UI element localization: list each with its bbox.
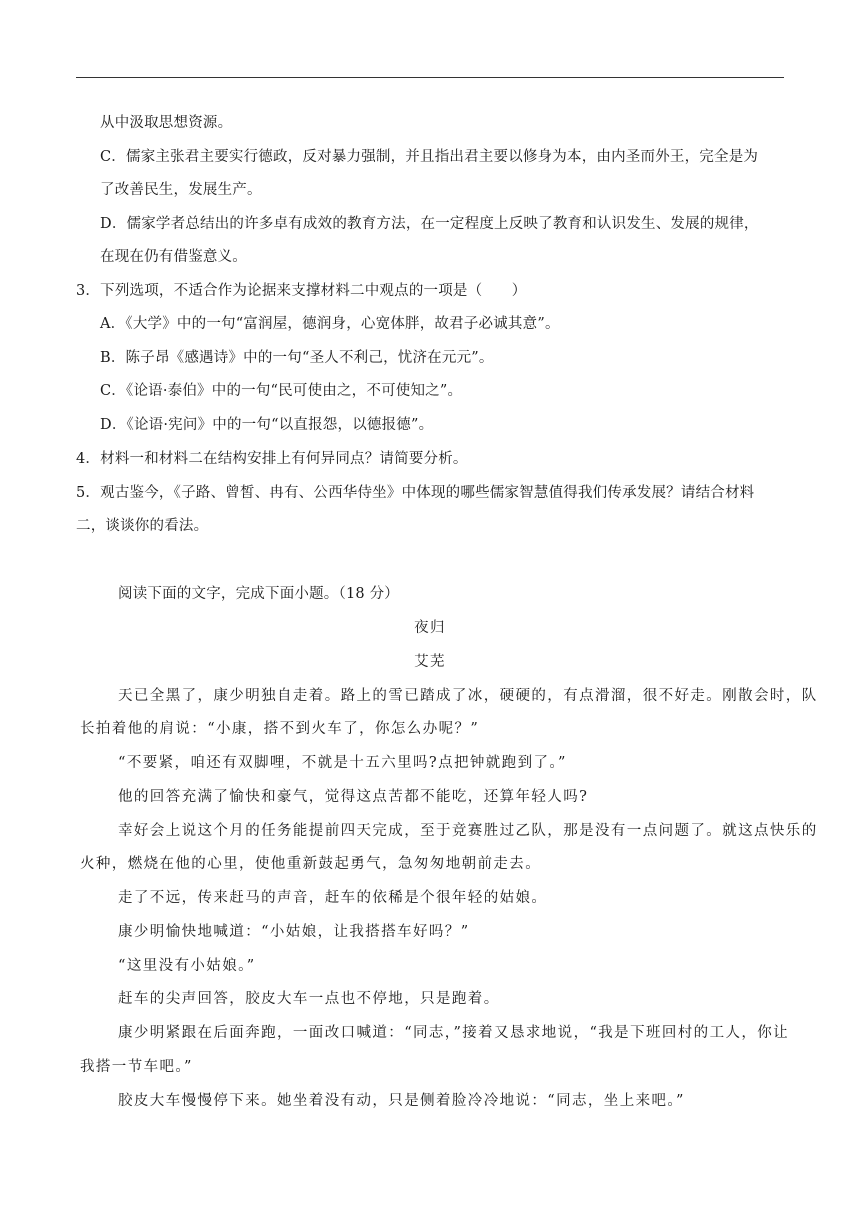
story-paragraph: 幸好会上说这个月的任务能提前四天完成，至于竞赛胜过乙队，那是没有一点问题了。就这点快乐的 [118, 823, 818, 839]
q3-option-a: A．《大学》中的一句“富润屋，德润身，心宽体胖，故君子必诚其意”。 [100, 316, 560, 332]
option-c-continuation: 了改善民生，发展生产。 [100, 182, 262, 198]
reading-instruction: 阅读下面的文字，完成下面小题。（18 分） [118, 586, 400, 602]
story-paragraph: “不要紧，咱还有双脚哩，不就是十五六里吗?点把钟就跑到了。” [118, 755, 567, 771]
story-paragraph: 天已全黑了，康少明独自走着。路上的雪已踏成了冰，硬硬的，有点滑溜，很不好走。刚散会时，队 [118, 688, 818, 704]
question-5: 5．观古鉴今，《子路、曾皙、冉有、公西华侍坐》中体现的哪些儒家智慧值得我们传承发展？请结合材料 [76, 485, 755, 501]
q3-option-b: B．陈子昂《感遇诗》中的一句“圣人不利己，忧济在元元”。 [100, 350, 494, 366]
question-4: 4．材料一和材料二在结构安排上有何异同点？请简要分析。 [76, 451, 468, 467]
question-5-continuation: 二，谈谈你的看法。 [76, 518, 209, 534]
option-d: D．儒家学者总结出的许多卓有成效的教育方法，在一定程度上反映了教育和认识发生、发展的规律， [100, 216, 759, 232]
story-paragraph: 走了不远，传来赶马的声音，赶车的依稀是个很年轻的姑娘。 [118, 890, 548, 906]
header-rule [76, 77, 784, 78]
story-paragraph: 赶车的尖声回答，胶皮大车一点也不停地，只是跑着。 [118, 991, 500, 1007]
question-3: 3．下列选项，不适合作为论据来支撑材料二中观点的一项是（ ） [76, 283, 527, 299]
story-paragraph: 胶皮大车慢慢停下来。她坐着没有动，只是侧着脸冷冷地说：“同志，坐上来吧。” [118, 1093, 685, 1109]
option-c: C．儒家主张君主要实行德政，反对暴力强制，并且指出君主要以修身为本，由内圣而外王，完全是为 [100, 149, 759, 165]
story-paragraph-continuation: 我搭一节车吧。” [80, 1059, 193, 1075]
story-paragraph: “这里没有小姑娘。” [118, 958, 256, 974]
story-author: 艾芜 [414, 654, 446, 670]
story-paragraph: 他的回答充满了愉快和豪气，觉得这点苦都不能吃，还算年轻人吗? [118, 789, 589, 805]
story-paragraph: 康少明紧跟在后面奔跑，一面改口喊道：“同志，”接着又恳求地说，“我是下班回村的工人，你让 [118, 1025, 790, 1041]
q3-option-c: C．《论语·泰伯》中的一句“民可使由之，不可使知之”。 [100, 383, 463, 399]
q3-option-d: D．《论语·宪问》中的一句“以直报怨，以德报德”。 [100, 417, 434, 433]
option-b-continuation: 从中汲取思想资源。 [100, 115, 233, 131]
story-paragraph-continuation: 长拍着他的肩说：“小康，搭不到火车了，你怎么办呢？” [80, 721, 480, 737]
story-paragraph-continuation: 火种，燃烧在他的心里，使他重新鼓起勇气，急匆匆地朝前走去。 [80, 856, 542, 872]
story-title: 夜归 [414, 620, 446, 636]
option-d-continuation: 在现在仍有借鉴意义。 [100, 249, 247, 265]
story-paragraph: 康少明愉快地喊道：“小姑娘，让我搭搭车好吗？” [118, 924, 470, 940]
